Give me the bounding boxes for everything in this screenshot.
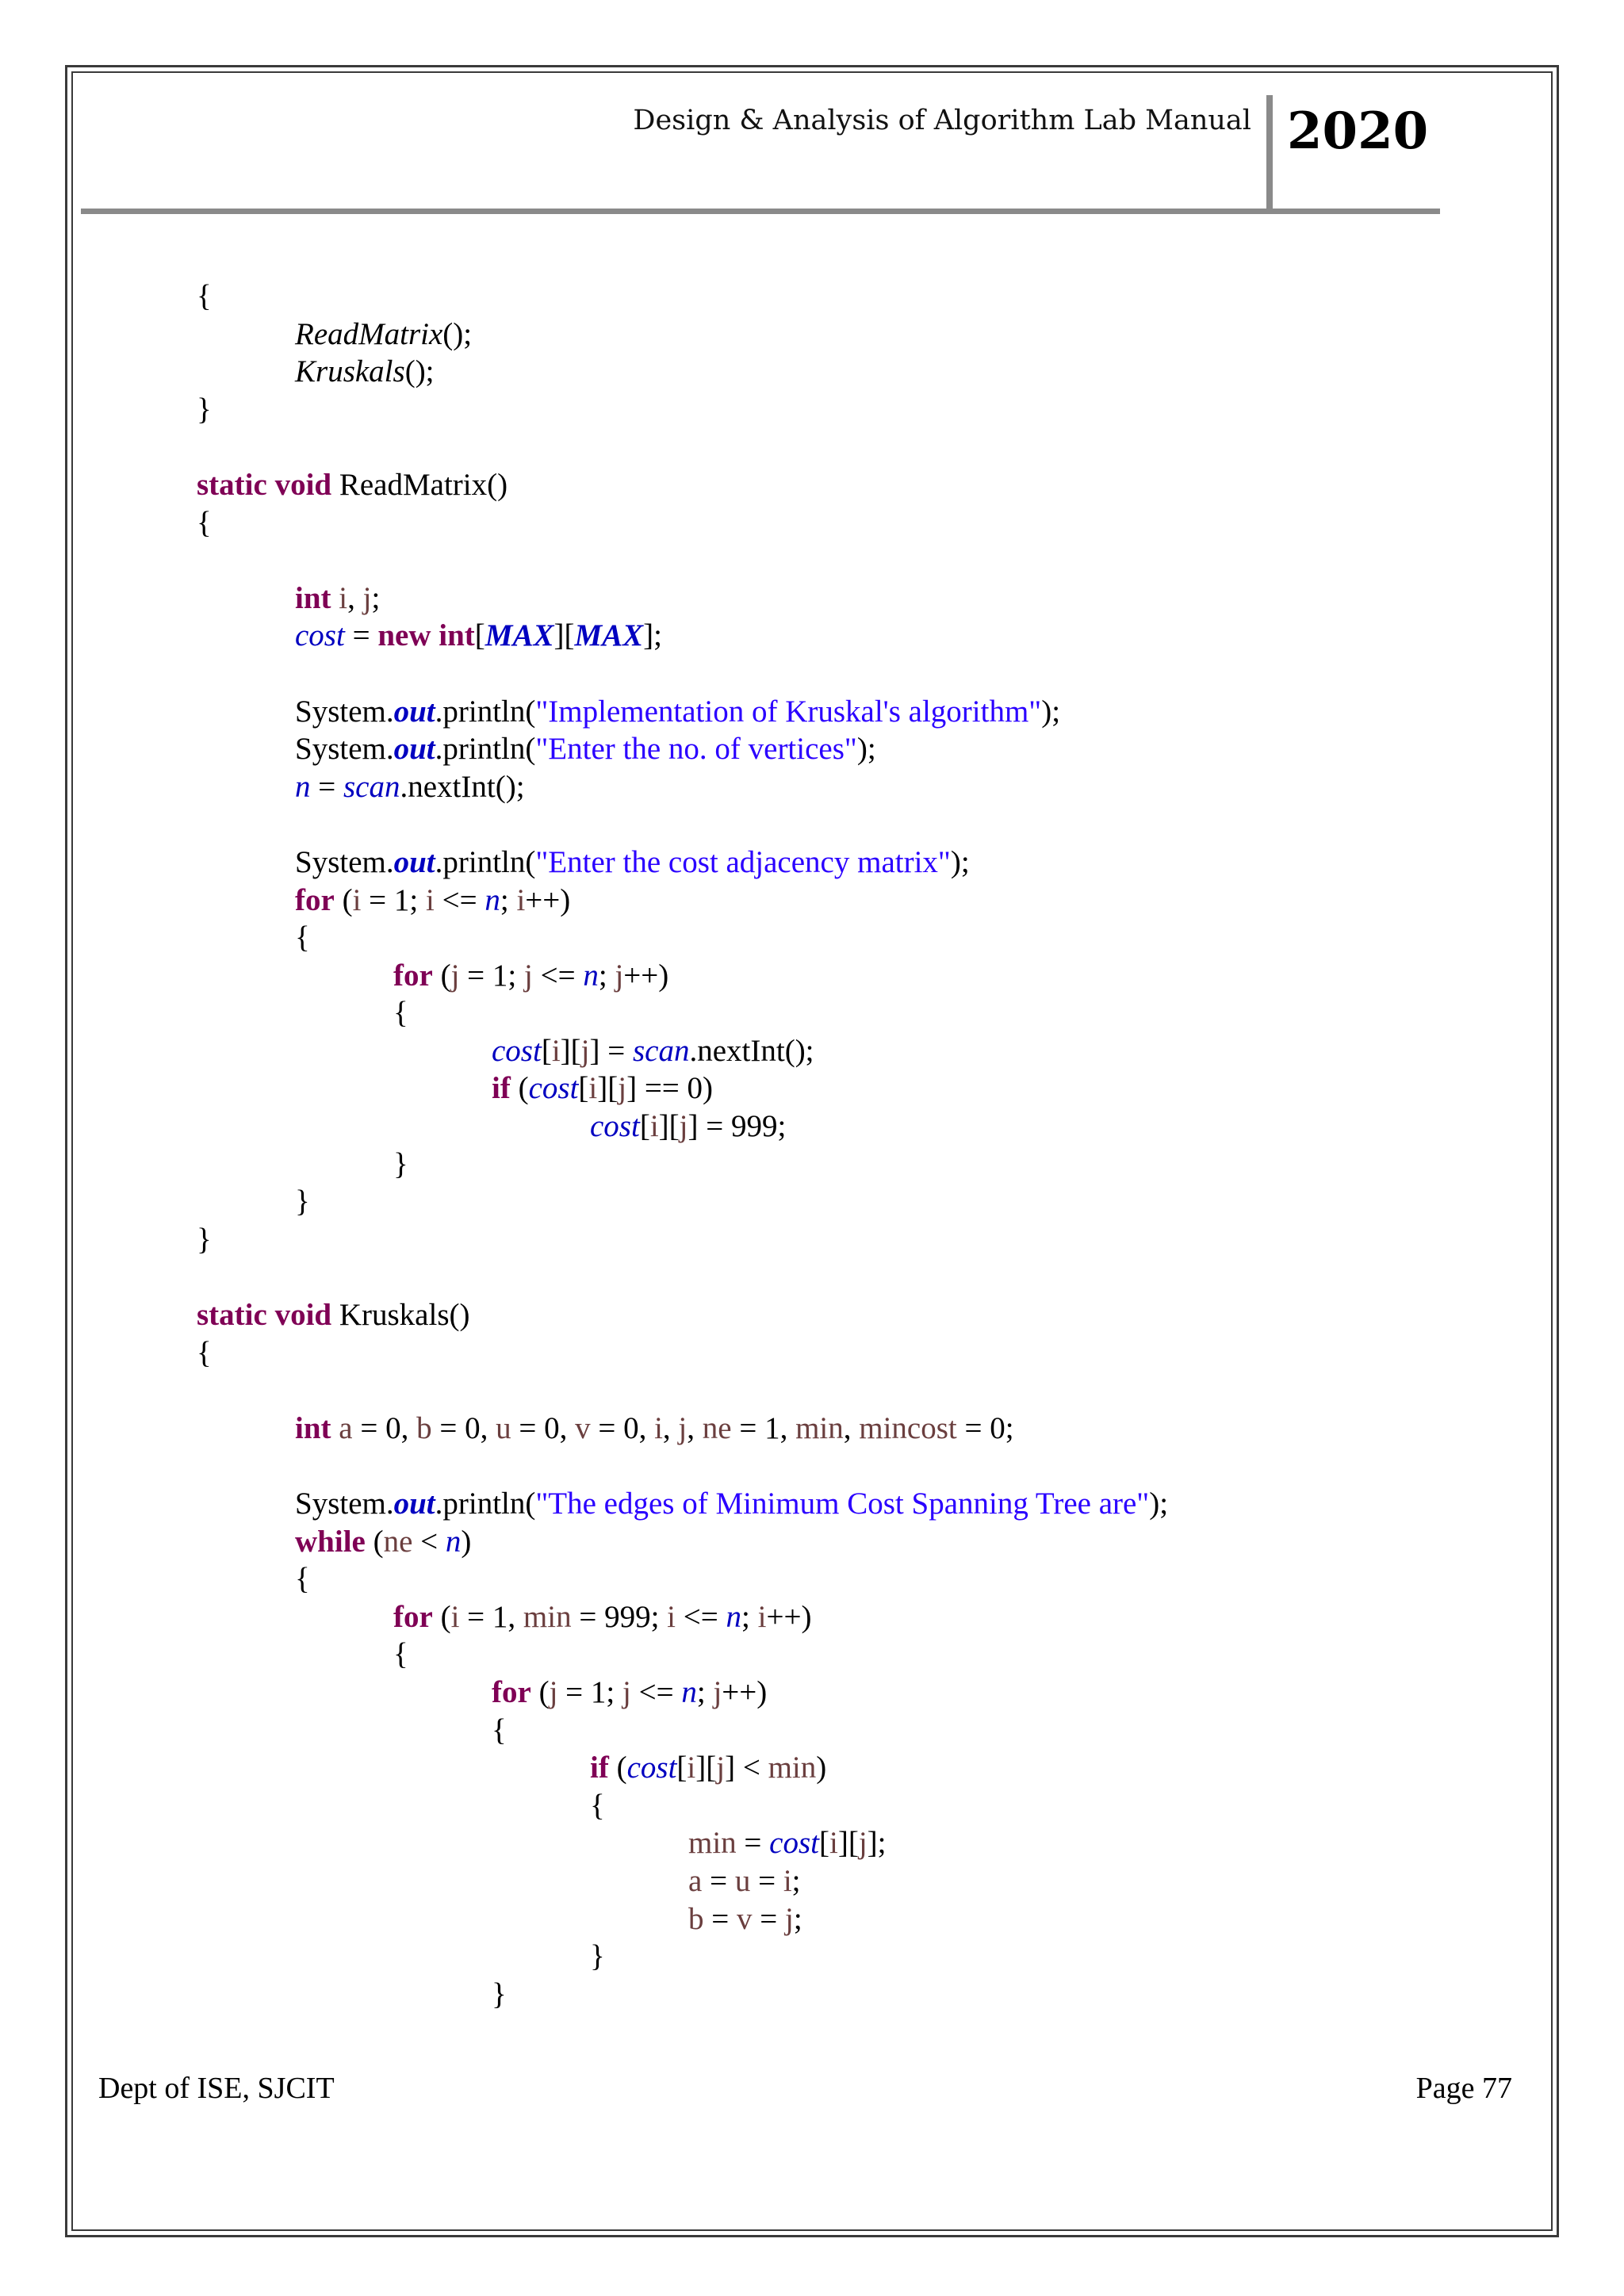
code-token: i bbox=[551, 1033, 561, 1068]
code-token: } bbox=[197, 1222, 212, 1257]
code-token: = bbox=[344, 618, 378, 653]
code-token: ne bbox=[702, 1410, 732, 1445]
code-token: for bbox=[295, 882, 335, 917]
code-token: i bbox=[667, 1599, 676, 1634]
code-token: Kruskals() bbox=[331, 1298, 470, 1333]
code-token: cost bbox=[626, 1751, 677, 1785]
code-token: ++) bbox=[722, 1674, 768, 1709]
code-line bbox=[197, 806, 1168, 844]
code-token: i bbox=[829, 1826, 838, 1861]
code-line bbox=[197, 1221, 1168, 1259]
code-token: .println( bbox=[435, 694, 536, 729]
code-token bbox=[267, 1298, 275, 1332]
code-token: j bbox=[785, 1901, 794, 1936]
code-token: cost bbox=[295, 618, 345, 653]
code-token: j bbox=[713, 1674, 722, 1709]
code-token: = 0, bbox=[511, 1410, 576, 1445]
code-token: j bbox=[622, 1674, 631, 1709]
code-token: n bbox=[681, 1674, 697, 1709]
code-token: "Enter the no. of vertices" bbox=[535, 732, 857, 767]
code-token: ) bbox=[816, 1751, 827, 1785]
code-token: ReadMatrix() bbox=[331, 467, 508, 502]
code-token: ] == 0) bbox=[626, 1071, 714, 1106]
code-line bbox=[197, 957, 1168, 995]
code-token: .nextInt(); bbox=[400, 769, 525, 804]
code-token: out bbox=[393, 844, 435, 879]
code-token: MAX bbox=[485, 618, 554, 653]
code-token: ] = 999; bbox=[688, 1109, 787, 1144]
code-token: j bbox=[615, 958, 624, 993]
code-token: ( bbox=[608, 1751, 627, 1785]
code-line bbox=[197, 316, 1168, 354]
code-line bbox=[197, 541, 1168, 580]
code-token: if bbox=[492, 1071, 511, 1106]
code-token: ( bbox=[334, 882, 353, 917]
code-token: j bbox=[858, 1826, 868, 1861]
code-token: min bbox=[795, 1410, 844, 1445]
code-token: ReadMatrix bbox=[295, 316, 443, 351]
code-token: ; bbox=[598, 958, 615, 993]
code-token: = bbox=[310, 769, 343, 804]
code-token: .nextInt(); bbox=[689, 1033, 814, 1068]
code-token: scan bbox=[632, 1033, 690, 1068]
code-line bbox=[197, 1032, 1168, 1070]
code-token: = bbox=[736, 1826, 770, 1861]
code-token: j bbox=[618, 1071, 627, 1106]
code-token: ]; bbox=[643, 618, 662, 653]
code-token: ( bbox=[530, 1674, 550, 1709]
code-token: { bbox=[393, 1637, 408, 1672]
code-token: { bbox=[295, 1562, 310, 1597]
code-token: j bbox=[679, 1109, 688, 1144]
code-token: n bbox=[485, 882, 500, 917]
code-line bbox=[197, 1712, 1168, 1750]
code-token: [ bbox=[819, 1826, 829, 1861]
code-line bbox=[197, 994, 1168, 1032]
code-token: cost bbox=[590, 1109, 640, 1144]
code-token: new bbox=[377, 618, 431, 653]
code-token: System. bbox=[295, 1487, 394, 1521]
code-token: min bbox=[768, 1751, 817, 1785]
code-token bbox=[331, 1411, 339, 1445]
code-token: n bbox=[726, 1599, 742, 1634]
code-token: if bbox=[590, 1751, 609, 1785]
code-token: ) bbox=[461, 1524, 472, 1559]
code-token: < bbox=[412, 1524, 446, 1559]
code-token: "The edges of Minimum Cost Spanning Tree are" bbox=[535, 1487, 1150, 1521]
code-token: <= bbox=[630, 1674, 682, 1709]
code-line bbox=[197, 882, 1168, 920]
code-token: { bbox=[197, 505, 212, 540]
code-token: = 1; bbox=[459, 958, 524, 993]
code-token: = 1; bbox=[361, 882, 426, 917]
code-token: <= bbox=[434, 882, 485, 917]
code-token bbox=[267, 468, 275, 502]
code-token: cost bbox=[492, 1033, 542, 1068]
code-token: ); bbox=[1149, 1487, 1169, 1521]
code-token: { bbox=[295, 920, 310, 955]
code-token: ]; bbox=[867, 1826, 887, 1861]
code-token: = bbox=[703, 1901, 737, 1936]
code-token: out bbox=[393, 732, 435, 767]
code-token: n bbox=[445, 1524, 462, 1559]
code-token: ] < bbox=[725, 1751, 768, 1785]
code-token: ++) bbox=[623, 958, 669, 993]
code-token: = 0, bbox=[352, 1410, 417, 1445]
code-line bbox=[197, 1523, 1168, 1561]
code-token: } bbox=[393, 1146, 408, 1181]
header-title: Design & Analysis of Algorithm Lab Manual bbox=[633, 105, 1251, 136]
code-token: n bbox=[583, 958, 599, 993]
header-rule bbox=[81, 209, 1440, 214]
code-line bbox=[197, 428, 1168, 466]
code-line bbox=[197, 504, 1168, 542]
code-line bbox=[197, 617, 1168, 655]
code-token: int bbox=[439, 618, 475, 653]
code-line bbox=[197, 768, 1168, 806]
code-token: = 999; bbox=[571, 1599, 668, 1634]
code-token bbox=[431, 618, 439, 652]
code-token: i bbox=[588, 1071, 598, 1106]
code-token: = 0, bbox=[590, 1410, 655, 1445]
code-line bbox=[197, 391, 1168, 429]
code-line bbox=[197, 1787, 1168, 1825]
code-token: b bbox=[688, 1901, 704, 1936]
code-token: int bbox=[295, 580, 331, 615]
code-token: .println( bbox=[435, 844, 536, 879]
code-token bbox=[331, 581, 339, 615]
code-token: j bbox=[678, 1410, 688, 1445]
header-divider bbox=[1266, 95, 1273, 212]
code-token: System. bbox=[295, 694, 394, 729]
code-token: j bbox=[716, 1751, 726, 1785]
code-line bbox=[197, 1146, 1168, 1184]
code-line bbox=[197, 844, 1168, 882]
code-token: ][ bbox=[597, 1071, 619, 1106]
code-token: for bbox=[393, 1599, 433, 1634]
code-token: n bbox=[295, 769, 311, 804]
code-token: j bbox=[362, 580, 372, 615]
code-token: , bbox=[662, 1410, 679, 1445]
code-line bbox=[197, 580, 1168, 618]
code-token: [ bbox=[639, 1109, 650, 1144]
code-token: = 1, bbox=[459, 1599, 523, 1634]
code-line bbox=[197, 1598, 1168, 1636]
code-token: b bbox=[416, 1410, 432, 1445]
code-token: ][ bbox=[560, 1033, 581, 1068]
code-token: ][ bbox=[658, 1109, 680, 1144]
code-line bbox=[197, 1296, 1168, 1334]
code-token: int bbox=[295, 1410, 331, 1445]
code-line bbox=[197, 1674, 1168, 1712]
code-line bbox=[197, 1258, 1168, 1296]
code-token: void bbox=[274, 467, 332, 502]
code-line bbox=[197, 1108, 1168, 1146]
code-token: { bbox=[492, 1712, 507, 1747]
code-token: .println( bbox=[435, 732, 536, 767]
code-token: void bbox=[274, 1298, 332, 1333]
code-token: ; bbox=[741, 1599, 758, 1634]
code-token: [ bbox=[578, 1071, 589, 1106]
code-token: ; bbox=[696, 1674, 714, 1709]
code-line bbox=[197, 277, 1168, 316]
code-line bbox=[197, 353, 1168, 391]
code-token: static bbox=[197, 1298, 267, 1333]
code-token: ( bbox=[432, 958, 451, 993]
code-line bbox=[197, 1183, 1168, 1221]
code-token: ne bbox=[383, 1524, 413, 1559]
code-token: (); bbox=[404, 354, 435, 389]
code-token: j bbox=[524, 958, 533, 993]
code-token: [ bbox=[541, 1033, 552, 1068]
code-token: u bbox=[734, 1863, 751, 1898]
code-token: { bbox=[197, 1335, 212, 1370]
code-line bbox=[197, 1862, 1168, 1900]
code-token: scan bbox=[343, 769, 400, 804]
code-line bbox=[197, 1485, 1168, 1523]
code-token: "Enter the cost adjacency matrix" bbox=[535, 844, 951, 879]
code-token: = bbox=[752, 1901, 785, 1936]
code-token: , bbox=[687, 1410, 703, 1445]
code-line bbox=[197, 1636, 1168, 1674]
code-token: ++) bbox=[525, 882, 571, 917]
code-token: } bbox=[197, 392, 212, 427]
code-token: ( bbox=[365, 1524, 384, 1559]
code-token: i bbox=[649, 1109, 659, 1144]
code-token: static bbox=[197, 467, 267, 502]
code-token: <= bbox=[532, 958, 584, 993]
code-line bbox=[197, 1334, 1168, 1372]
code-token: mincost bbox=[859, 1410, 957, 1445]
code-token: ( bbox=[510, 1071, 529, 1106]
code-token: Kruskals bbox=[295, 354, 405, 389]
code-token: i bbox=[687, 1751, 696, 1785]
code-listing bbox=[197, 277, 1168, 2013]
code-token: i bbox=[757, 1599, 767, 1634]
code-token: { bbox=[197, 279, 212, 313]
code-token: out bbox=[393, 1487, 435, 1521]
code-line bbox=[197, 730, 1168, 768]
code-token: } bbox=[295, 1184, 310, 1219]
code-token: while bbox=[295, 1524, 366, 1559]
code-token: [ bbox=[676, 1751, 688, 1785]
code-token: "Implementation of Kruskal's algorithm" bbox=[535, 694, 1042, 729]
code-token: ][ bbox=[837, 1826, 859, 1861]
code-token: ][ bbox=[553, 618, 575, 653]
code-token: for bbox=[393, 958, 433, 993]
code-token: = 1; bbox=[557, 1674, 622, 1709]
code-token: System. bbox=[295, 844, 394, 879]
code-token: { bbox=[393, 996, 408, 1031]
code-line bbox=[197, 1824, 1168, 1862]
code-token: min bbox=[523, 1599, 572, 1634]
code-line bbox=[197, 1938, 1168, 1976]
code-token: v bbox=[737, 1901, 753, 1936]
header-year: 2020 bbox=[1287, 101, 1429, 161]
code-token: ( bbox=[432, 1599, 451, 1634]
code-line bbox=[197, 1410, 1168, 1448]
code-token: <= bbox=[676, 1599, 726, 1634]
code-token: u bbox=[496, 1410, 511, 1445]
code-token: ++) bbox=[766, 1599, 812, 1634]
code-line bbox=[197, 693, 1168, 731]
code-token: ; bbox=[791, 1863, 801, 1898]
code-token: a bbox=[339, 1410, 353, 1445]
footer-page-number: Page 77 bbox=[1415, 2072, 1512, 2105]
code-token: { bbox=[590, 1788, 605, 1823]
code-token: ][ bbox=[695, 1751, 717, 1785]
code-token: i bbox=[450, 1599, 460, 1634]
code-token: } bbox=[590, 1939, 605, 1974]
code-token: a bbox=[688, 1863, 703, 1898]
code-token: i bbox=[516, 882, 526, 917]
code-token: i bbox=[339, 580, 348, 615]
code-token: .println( bbox=[435, 1487, 536, 1521]
code-token: min bbox=[688, 1826, 737, 1861]
code-token: ); bbox=[950, 844, 970, 879]
code-token: for bbox=[492, 1674, 531, 1709]
code-token: ); bbox=[856, 732, 876, 767]
code-token: , bbox=[843, 1410, 860, 1445]
code-token: i bbox=[783, 1863, 792, 1898]
code-token: MAX bbox=[574, 618, 644, 653]
code-token: out bbox=[393, 694, 435, 729]
code-token: cost bbox=[769, 1826, 819, 1861]
code-token: , bbox=[347, 580, 363, 615]
code-token: = 1, bbox=[731, 1410, 796, 1445]
code-token: ; bbox=[793, 1901, 802, 1936]
code-line bbox=[197, 1372, 1168, 1410]
code-token: j bbox=[580, 1033, 590, 1068]
code-line bbox=[197, 1749, 1168, 1787]
footer-department: Dept of ISE, SJCIT bbox=[98, 2072, 335, 2105]
code-token: ); bbox=[1041, 694, 1061, 729]
code-token: cost bbox=[528, 1071, 579, 1106]
code-token: i bbox=[352, 882, 362, 917]
code-line bbox=[197, 919, 1168, 957]
code-token: = bbox=[750, 1863, 783, 1898]
code-token: } bbox=[492, 1976, 507, 2011]
code-token: v bbox=[575, 1410, 591, 1445]
code-line bbox=[197, 466, 1168, 504]
code-token: System. bbox=[295, 732, 394, 767]
code-token: [ bbox=[474, 618, 485, 653]
code-line bbox=[197, 1447, 1168, 1485]
code-token: i bbox=[426, 882, 435, 917]
code-line bbox=[197, 1976, 1168, 2014]
code-line bbox=[197, 655, 1168, 693]
code-line bbox=[197, 1070, 1168, 1108]
code-token: ; bbox=[500, 882, 517, 917]
code-token: = 0; bbox=[956, 1410, 1014, 1445]
code-token: j bbox=[450, 958, 460, 993]
code-token: ; bbox=[371, 580, 381, 615]
code-token: = 0, bbox=[431, 1410, 496, 1445]
code-line bbox=[197, 1900, 1168, 1938]
code-token: ] = bbox=[589, 1033, 633, 1068]
code-line bbox=[197, 1560, 1168, 1598]
code-token: j bbox=[549, 1674, 558, 1709]
code-token: i bbox=[654, 1410, 663, 1445]
code-token: = bbox=[702, 1863, 735, 1898]
code-token: (); bbox=[442, 316, 473, 351]
